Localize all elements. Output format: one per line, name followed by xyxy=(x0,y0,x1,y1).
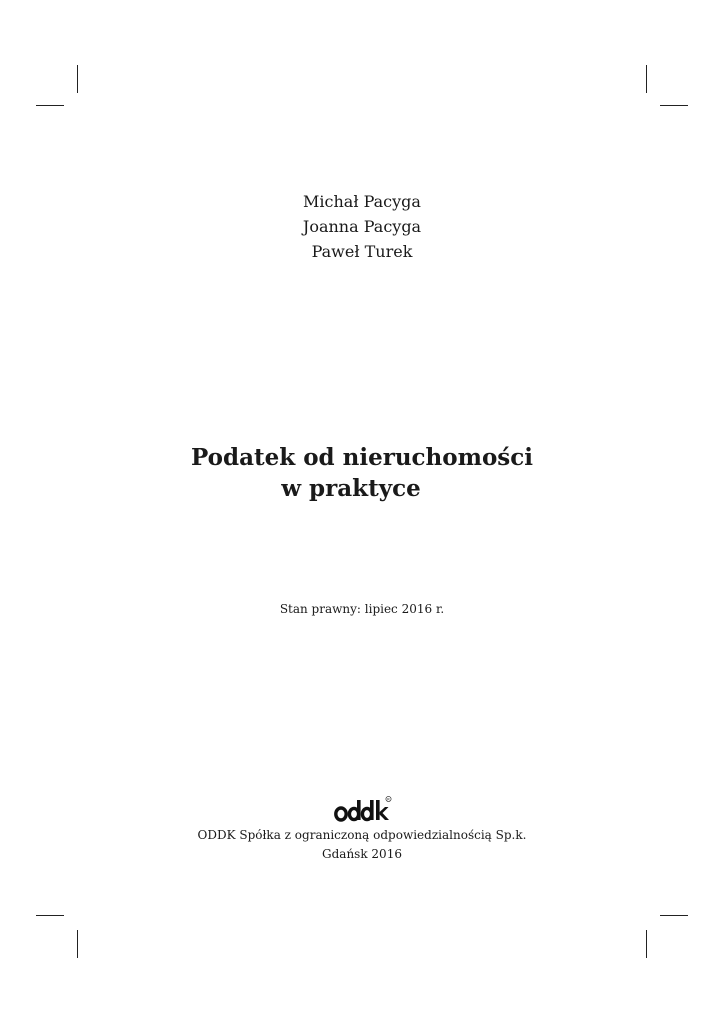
legal-state-note: Stan prawny: lipiec 2016 r. xyxy=(279,602,445,616)
crop-mark-bottom-left-vertical xyxy=(77,930,78,958)
crop-mark-bottom-right-horizontal xyxy=(660,915,688,916)
crop-mark-top-right-horizontal xyxy=(660,105,688,106)
book-title xyxy=(0,442,724,504)
publisher-place-year: Gdańsk 2016 xyxy=(322,847,402,861)
author-name: Paweł Turek xyxy=(311,242,413,261)
crop-mark-top-right-vertical xyxy=(646,65,647,93)
book-title-line: Podatek od nieruchomości xyxy=(190,444,533,471)
svg-text:R: R xyxy=(387,797,390,802)
publisher-info xyxy=(0,826,724,864)
author-list xyxy=(0,189,724,264)
author-name: Michał Pacyga xyxy=(303,192,421,211)
author-name: Joanna Pacyga xyxy=(302,217,422,236)
book-title-line: w praktyce xyxy=(281,475,421,502)
crop-mark-top-left-horizontal xyxy=(36,105,64,106)
crop-mark-top-left-vertical xyxy=(77,65,78,93)
publisher-name: ODDK Spółka z ograniczoną odpowiedzialnością Sp.k. xyxy=(197,828,527,842)
oddk-logo-icon xyxy=(334,795,392,823)
crop-mark-bottom-left-horizontal xyxy=(36,915,64,916)
crop-mark-bottom-right-vertical xyxy=(646,930,647,958)
